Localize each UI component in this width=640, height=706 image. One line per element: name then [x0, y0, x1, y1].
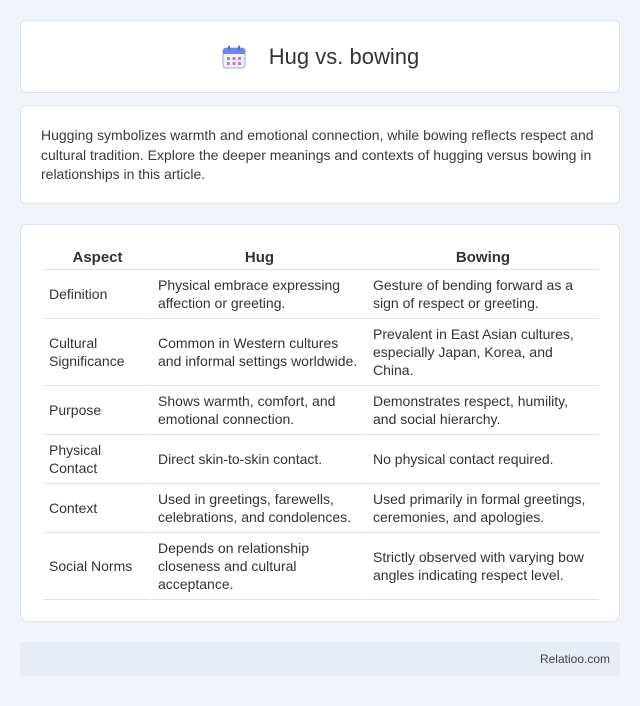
intro-text: Hugging symbolizes warmth and emotional connection, while bowing reflects respect and cultural tradition. Explore the deeper meanings and contexts of hugging versus bowing in relationships in this article. — [41, 127, 594, 182]
table-row — [43, 386, 599, 435]
aspect-cell: Social Norms — [43, 533, 152, 600]
header-card — [20, 20, 620, 93]
column-header-aspect: Aspect — [43, 245, 152, 270]
comparison-card — [20, 224, 620, 622]
table-row — [43, 270, 599, 319]
bowing-cell: Strictly observed with varying bow angles indicating respect level. — [367, 533, 599, 600]
aspect-cell: Context — [43, 484, 152, 533]
page-title: Hug vs. bowing — [268, 43, 420, 69]
footer — [20, 642, 620, 676]
bowing-cell: Gesture of bending forward as a sign of respect or greeting. — [367, 270, 599, 319]
aspect-cell: Cultural Significance — [43, 319, 152, 386]
bowing-cell: Prevalent in East Asian cultures, especially Japan, Korea, and China. — [367, 319, 599, 386]
footer-brand[interactable]: Relatioo.com — [539, 652, 610, 666]
hug-cell: Depends on relationship closeness and cultural acceptance. — [152, 533, 367, 600]
intro-card — [20, 105, 620, 204]
table-row — [43, 435, 599, 484]
column-header-bowing: Bowing — [367, 245, 599, 270]
comparison-table — [43, 245, 599, 600]
column-header-hug: Hug — [152, 245, 367, 270]
bowing-cell: Demonstrates respect, humility, and social hierarchy. — [367, 386, 599, 435]
aspect-cell: Purpose — [43, 386, 152, 435]
bowing-cell: No physical contact required. — [367, 435, 599, 484]
hug-cell: Common in Western cultures and informal settings worldwide. — [152, 319, 367, 386]
hug-cell: Direct skin-to-skin contact. — [152, 435, 367, 484]
table-row — [43, 319, 599, 386]
aspect-cell: Physical Contact — [43, 435, 152, 484]
hug-cell: Shows warmth, comfort, and emotional connection. — [152, 386, 367, 435]
table-row — [43, 484, 599, 533]
bowing-cell: Used primarily in formal greetings, ceremonies, and apologies. — [367, 484, 599, 533]
aspect-cell: Definition — [43, 270, 152, 319]
table-header-row — [43, 245, 599, 270]
calendar-icon — [221, 44, 247, 70]
hug-cell: Used in greetings, farewells, celebrations, and condolences. — [152, 484, 367, 533]
table-row — [43, 533, 599, 600]
hug-cell: Physical embrace expressing affection or greeting. — [152, 270, 367, 319]
